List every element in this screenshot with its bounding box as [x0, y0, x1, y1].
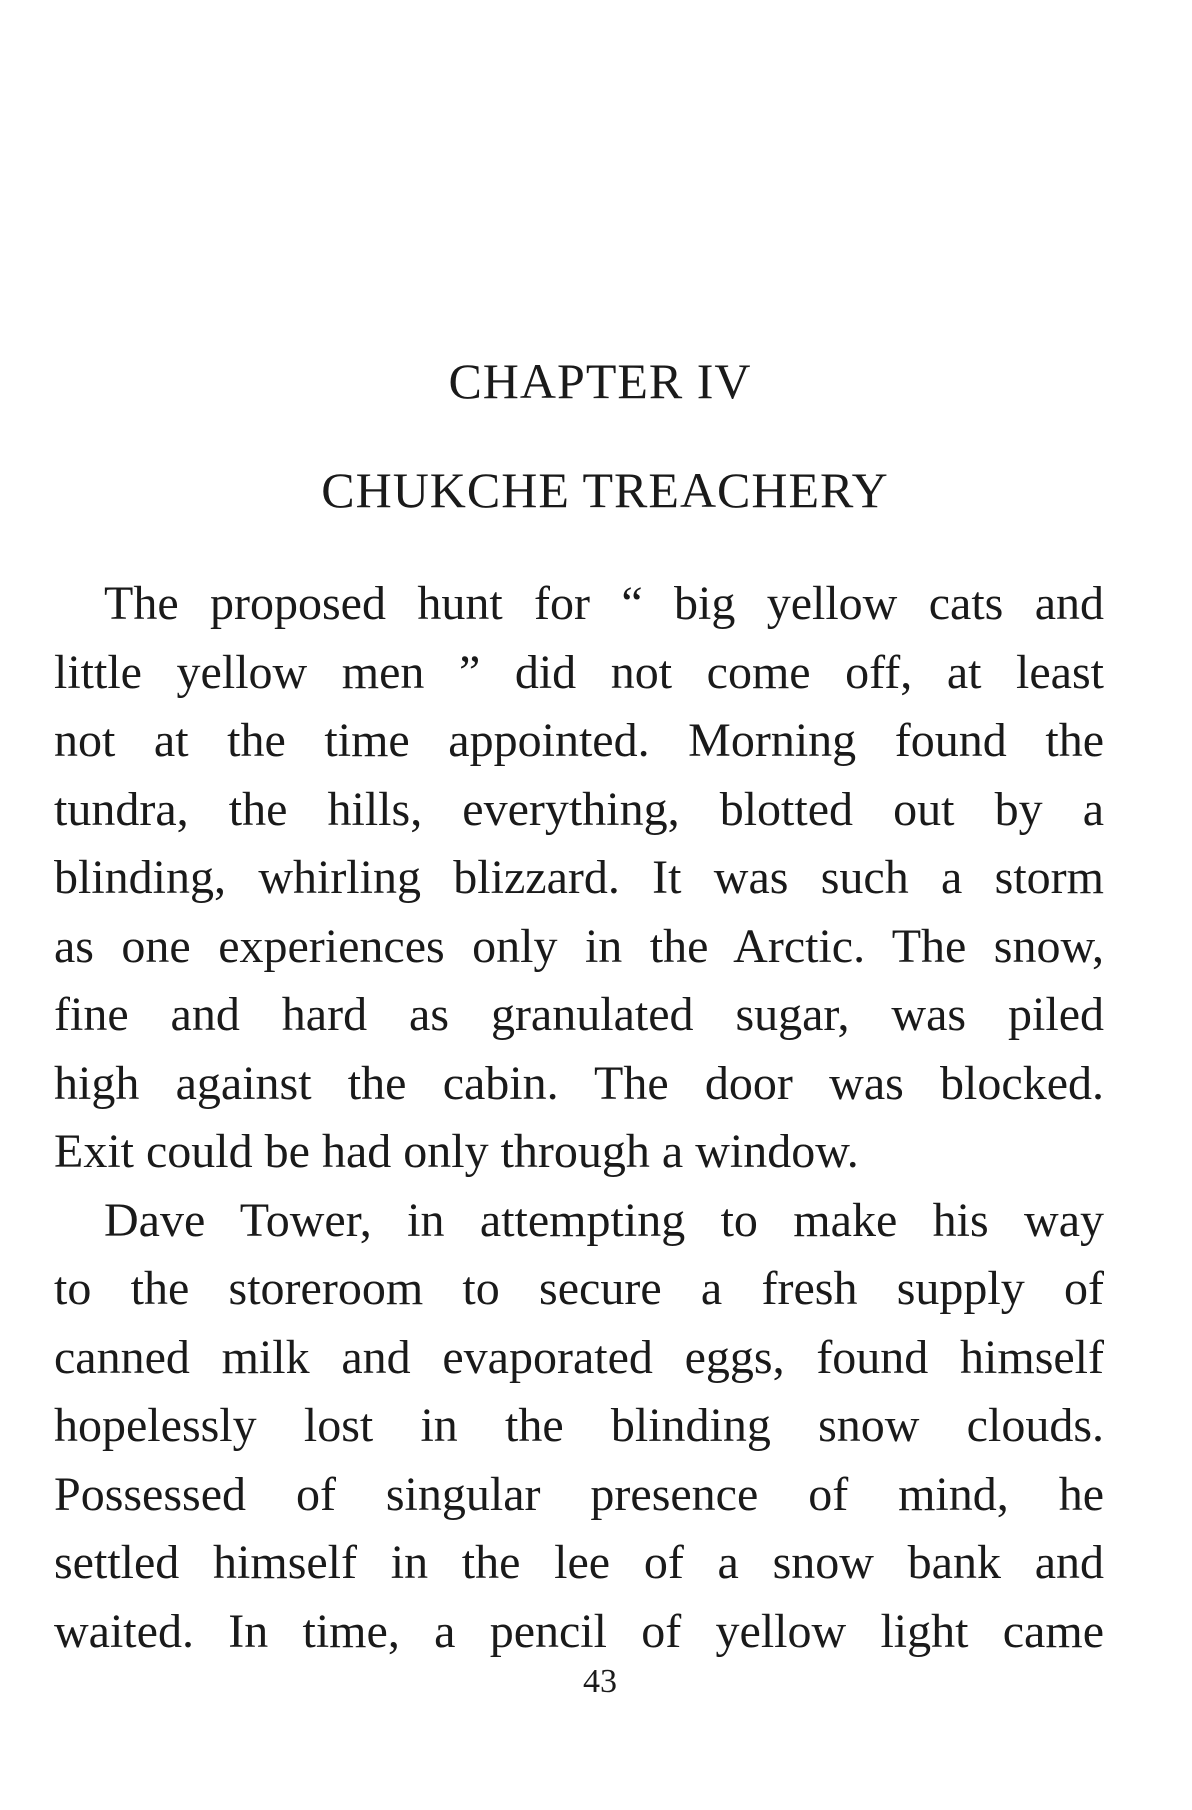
text-line: blinding, whirling blizzard. It was such a storm: [54, 851, 1104, 904]
body-text: [54, 570, 1104, 1666]
chapter-number: CHAPTER IV: [448, 353, 752, 409]
text-line: Exit could be had only through a window.: [54, 1125, 859, 1178]
paragraph-2: [54, 1187, 1104, 1667]
text-line: tundra, the hills, everything, blotted out by a: [54, 782, 1104, 836]
chapter-title: CHUKCHE TREACHERY: [321, 462, 889, 518]
text-line: waited. In time, a pencil of yellow light came: [54, 1604, 1104, 1658]
paragraph-1: [54, 570, 1104, 1187]
text-line: settled himself in the lee of a snow bank and: [54, 1536, 1104, 1589]
text-line: to the storeroom to secure a fresh supply of: [54, 1262, 1104, 1315]
text-line: The proposed hunt for “ big yellow cats and: [104, 577, 1104, 630]
text-line: canned milk and evaporated eggs, found himself: [54, 1330, 1104, 1384]
text-line: little yellow men ” did not come off, at least: [54, 645, 1104, 699]
text-line: not at the time appointed. Morning found the: [54, 714, 1104, 767]
text-line: high against the cabin. The door was blocked.: [54, 1056, 1104, 1110]
text-line: Dave Tower, in attempting to make his way: [104, 1193, 1104, 1247]
text-line: fine and hard as granulated sugar, was piled: [54, 988, 1104, 1041]
text-line: Possessed of singular presence of mind, he: [54, 1467, 1104, 1521]
text-line: as one experiences only in the Arctic. The snow,: [54, 919, 1104, 973]
page-number: 43: [583, 1663, 617, 1700]
text-line: hopelessly lost in the blinding snow clouds.: [54, 1399, 1104, 1452]
